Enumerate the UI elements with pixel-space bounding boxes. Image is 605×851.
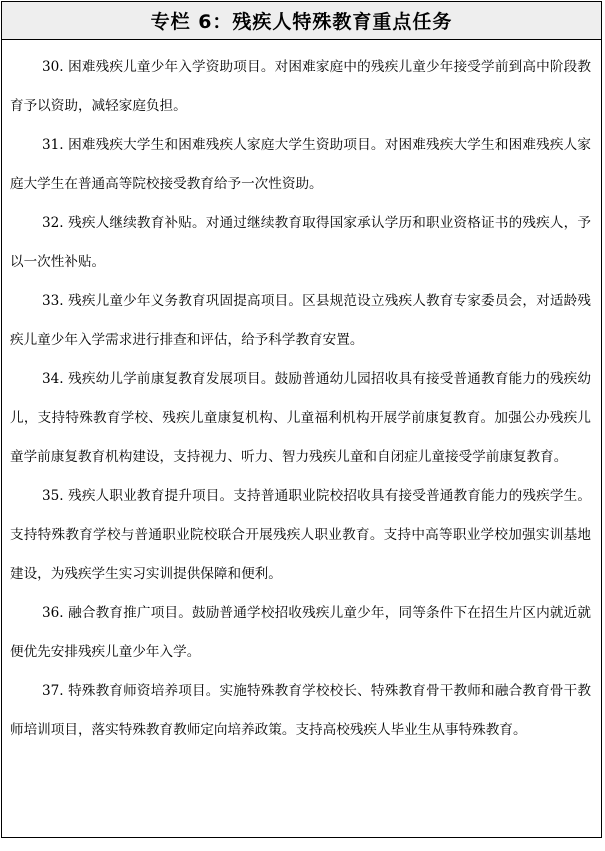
column-title: 专栏 6：残疾人特殊教育重点任务: [150, 11, 453, 33]
task-item-36: 36. 融合教育推广项目。鼓励普通学校招收残疾儿童少年，同等条件下在招生片区内就近就便优先安排残疾儿童少年入学。: [10, 605, 591, 660]
task-item-34: 34. 残疾幼儿学前康复教育发展项目。鼓励普通幼儿园招收具有接受普通教育能力的残疾幼儿，支持特殊教育学校、残疾儿童康复机构、儿童福利机构开展学前康复教育。加强公办残疾儿童学前康复教育机构建设，支持视力、听力、智力残疾儿童和自闭症儿童接受学前康复教育。: [10, 371, 591, 465]
task-item-31: 31. 困难残疾大学生和困难残疾人家庭大学生资助项目。对困难残疾大学生和困难残疾人家庭大学生在普通高等院校接受教育给予一次性资助。: [10, 137, 591, 192]
task-item-30: 30. 困难残疾儿童少年入学资助项目。对困难家庭中的残疾儿童少年接受学前到高中阶段教育予以资助，减轻家庭负担。: [10, 59, 591, 114]
task-item-32: 32. 残疾人继续教育补贴。对通过继续教育取得国家承认学历和职业资格证书的残疾人，予以一次性补贴。: [10, 215, 591, 270]
task-item-33: 33. 残疾儿童少年义务教育巩固提高项目。区县规范设立残疾人教育专家委员会，对适龄残疾儿童少年入学需求进行排查和评估，给予科学教育安置。: [10, 293, 591, 348]
title-row: [2, 2, 601, 40]
task-item-35: 35. 残疾人职业教育提升项目。支持普通职业院校招收具有接受普通教育能力的残疾学生。支持特殊教育学校与普通职业院校联合开展残疾人职业教育。支持中高等职业学校加强实训基地建设，为残疾学生实习实训提供保障和便利。: [10, 488, 591, 582]
task-item-37: 37. 特殊教育师资培养项目。实施特殊教育学校校长、特殊教育骨干教师和融合教育骨干教师培训项目，落实特殊教育教师定向培养政策。支持高校残疾人毕业生从事特殊教育。: [10, 683, 591, 738]
special-column-box: [1, 1, 602, 838]
task-list: [2, 40, 601, 750]
